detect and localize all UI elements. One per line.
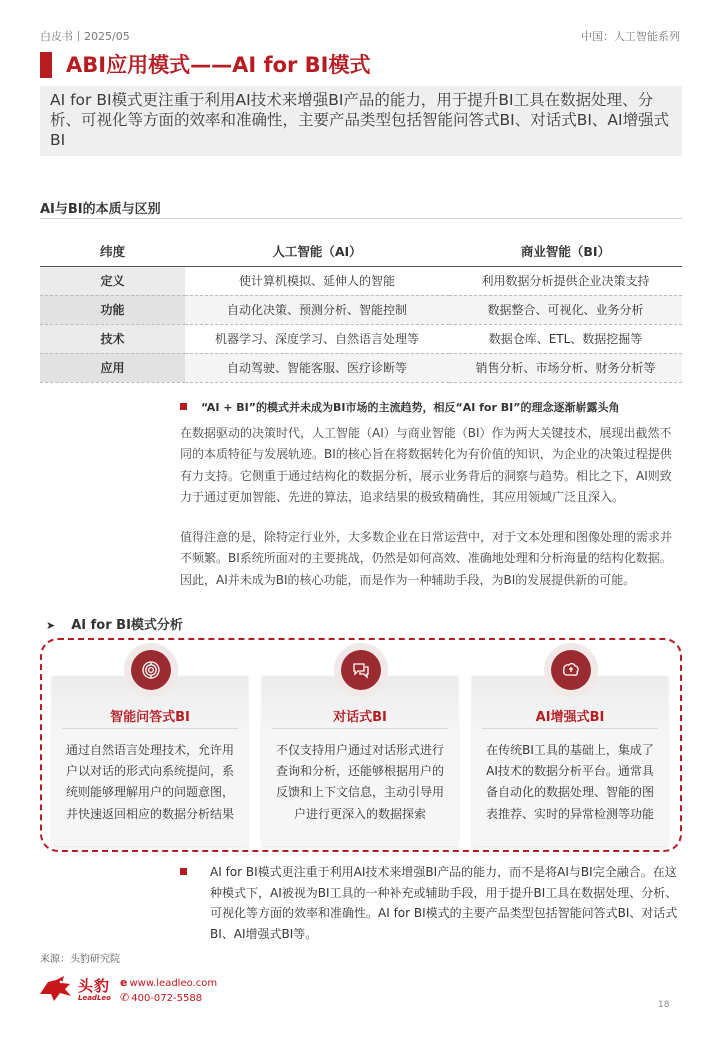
table-cell: 利用数据分析提供企业决策支持 bbox=[449, 266, 682, 295]
table-cell: 数据整合、可视化、业务分析 bbox=[449, 295, 682, 324]
mode-card-title: 对话式BI bbox=[333, 710, 387, 725]
subsection-heading bbox=[46, 614, 183, 633]
table-header-row bbox=[40, 236, 682, 266]
brand-name: 头豹 bbox=[78, 977, 111, 995]
phone-icon: ✆ bbox=[120, 991, 130, 1004]
table-cell-dimension: 应用 bbox=[40, 353, 185, 382]
table-row bbox=[40, 324, 682, 353]
title-accent-bar bbox=[40, 52, 52, 78]
table-cell: 自动化决策、预测分析、智能控制 bbox=[185, 295, 449, 324]
table-row bbox=[40, 266, 682, 295]
table-cell-dimension: 定义 bbox=[40, 266, 185, 295]
subsection-heading-text: AI for BI模式分析 bbox=[71, 618, 183, 633]
contact-info bbox=[120, 976, 217, 1006]
header-report-label: 白皮书丨2025/05 bbox=[40, 30, 130, 43]
leopard-logo-icon bbox=[38, 974, 74, 1004]
mode-card-body: 在传统BI工具的基础上，集成了AI技术的数据分析平台。通常具备自动化的数据处理、智能的图表推荐、实时的异常检测等功能 bbox=[485, 743, 654, 821]
chat-icon bbox=[341, 650, 381, 690]
table-cell: 销售分析、市场分析、财务分析等 bbox=[449, 353, 682, 382]
page-header bbox=[40, 28, 680, 48]
mode-card-title: AI增强式BI bbox=[535, 710, 605, 725]
header-series-label: 中国：人工智能系列 bbox=[581, 30, 680, 43]
card-divider bbox=[62, 728, 238, 729]
fingerprint-icon bbox=[131, 650, 171, 690]
table-row bbox=[40, 353, 682, 382]
bullet-square-icon bbox=[180, 403, 187, 410]
bullet-heading bbox=[180, 399, 619, 415]
phone-number: 400-072-5588 bbox=[131, 993, 203, 1004]
table-cell-dimension: 技术 bbox=[40, 324, 185, 353]
brand-subname: LeadLeo bbox=[78, 994, 111, 1002]
bullet-square-icon bbox=[180, 868, 187, 875]
table-cell: 使计算机模拟、延伸人的智能 bbox=[185, 266, 449, 295]
table-row bbox=[40, 295, 682, 324]
body-paragraph: 值得注意的是，除特定行业外，大多数企业在日常运营中，对于文本处理和图像处理的需求并不频繁。BI系统所面对的主要挑战，仍然是如何高效、准确地处理和分析海量的结构化数据。因此，AI并未成为BI的核心功能，而是作为一种辅助手段，为BI的发展提供新的可能。 bbox=[180, 530, 673, 587]
phone-line bbox=[120, 991, 217, 1006]
summary-bullet bbox=[180, 862, 685, 944]
table-cell: 机器学习、深度学习、自然语言处理等 bbox=[185, 324, 449, 353]
mode-card-body: 不仅支持用户通过对话形式进行查询和分析，还能够根据用户的反馈和上下文信息，主动引导用户进行更深入的数据探索 bbox=[275, 743, 444, 821]
source-note: 来源：头豹研究院 bbox=[40, 954, 120, 965]
table-cell: 数据仓库、ETL、数据挖掘等 bbox=[449, 324, 682, 353]
mode-card-title: 智能问答式BI bbox=[110, 710, 190, 725]
table-cell-dimension: 功能 bbox=[40, 295, 185, 324]
summary-bullet-text: AI for BI模式更注重于利用AI技术来增强BI产品的能力，而不是将AI与BI完全融合。在这种模式下，AI被视为BI工具的一种补充或辅助手段，用于提升BI工具在数据处理、分析、可视化等方面的效率和准确性。AI for BI模式的主要产品类型包括智能问答式BI、对话式BI、AI增强式BI等。 bbox=[210, 865, 678, 941]
table-cell: 自动驾驶、智能客服、医疗诊断等 bbox=[185, 353, 449, 382]
section-label: AI与BI的本质与区别 bbox=[40, 202, 161, 217]
website-line bbox=[120, 976, 217, 991]
page-number: 18 bbox=[658, 1000, 670, 1010]
website-link[interactable]: www.leadleo.com bbox=[129, 978, 218, 989]
bullet-heading-text: “AI + BI”的模式并未成为BI市场的主流趋势，相反“AI for BI”的理念逐渐崭露头角 bbox=[201, 401, 620, 414]
mode-card-body: 通过自然语言处理技术，允许用户以对话的形式向系统提问，系统则能够理解用户的问题意图，并快速返回相应的数据分析结果 bbox=[65, 743, 234, 821]
mode-card bbox=[52, 676, 248, 846]
section-divider bbox=[40, 218, 682, 219]
ai-bi-comparison-table bbox=[40, 236, 682, 383]
card-divider bbox=[482, 728, 658, 729]
body-paragraph: 在数据驱动的决策时代，人工智能（AI）与商业智能（BI）作为两大关键技术，展现出截然不同的本质特征与发展轨迹。BI的核心旨在将数据转化为有价值的知识，为企业的决策过程提供有力支持。它侧重于通过结构化的数据分析，展示业务背后的洞察与趋势。相比之下，AI则致力于通过更加智能、先进的算法，追求结果的极致精确性，其应用领域广泛且深入。 bbox=[180, 426, 672, 504]
card-divider bbox=[272, 728, 448, 729]
ai-brain-icon bbox=[551, 650, 591, 690]
arrow-bullet-icon: ➤ bbox=[46, 619, 56, 632]
table-header-cell: 商业智能（BI） bbox=[449, 236, 682, 266]
table-header-cell: 人工智能（AI） bbox=[185, 236, 449, 266]
page-title: ABI应用模式——AI for BI模式 bbox=[66, 53, 371, 77]
mode-card bbox=[262, 676, 458, 846]
table-header-cell: 纬度 bbox=[40, 236, 185, 266]
mode-card bbox=[472, 676, 668, 846]
summary-box: AI for BI模式更注重于利用AI技术来增强BI产品的能力，用于提升BI工具在数据处理、分析、可视化等方面的效率和准确性，主要产品类型包括智能问答式BI、对话式BI、AI增强式BI bbox=[40, 86, 682, 156]
page-title-block bbox=[40, 52, 680, 80]
globe-icon: e bbox=[120, 976, 128, 989]
